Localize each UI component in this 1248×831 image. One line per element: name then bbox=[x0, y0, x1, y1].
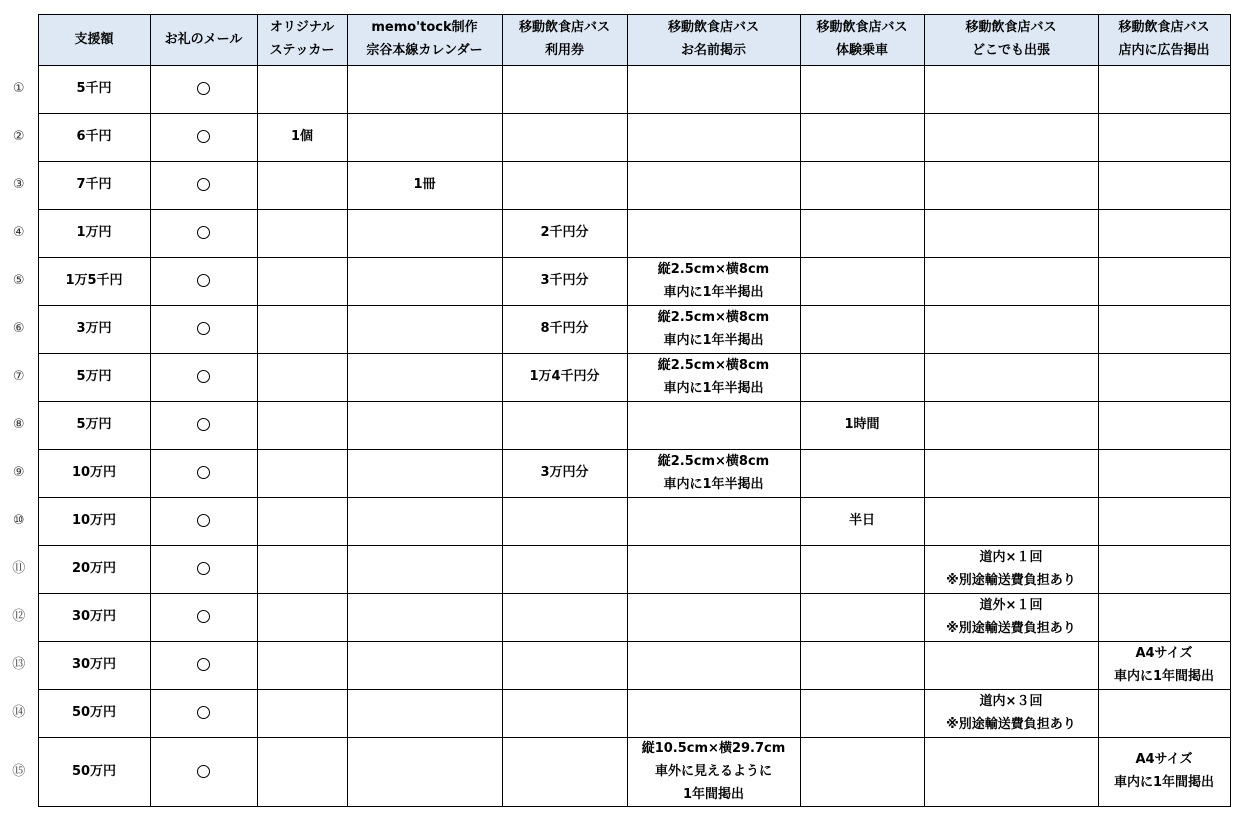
row-number: ② bbox=[12, 129, 25, 145]
ride-cell bbox=[800, 66, 924, 114]
row-number: ① bbox=[12, 81, 25, 97]
included-circle-icon bbox=[197, 322, 210, 335]
ride-cell bbox=[800, 690, 924, 738]
ticket-cell bbox=[502, 354, 627, 402]
column-header-line: 移動飲食店バス bbox=[667, 20, 759, 36]
trip-cell bbox=[924, 450, 1098, 498]
trip-cell bbox=[924, 210, 1098, 258]
included-circle-icon bbox=[197, 658, 210, 671]
included-circle-icon bbox=[197, 514, 210, 527]
support-amount-cell: 5千円 bbox=[38, 66, 150, 114]
ad-cell bbox=[1098, 66, 1230, 114]
calendar-cell bbox=[347, 450, 502, 498]
included-circle-icon bbox=[197, 466, 210, 479]
ad-cell bbox=[1098, 402, 1230, 450]
calendar-cell bbox=[347, 546, 502, 594]
cell-line: 8千円分 bbox=[540, 321, 589, 337]
trip-cell bbox=[924, 402, 1098, 450]
cell-line: 車内に1年間掲出 bbox=[1113, 775, 1215, 791]
ad-cell bbox=[1098, 738, 1230, 807]
name-cell bbox=[627, 306, 800, 354]
name-cell bbox=[627, 738, 800, 807]
column-header-line: 店内に広告掲出 bbox=[1118, 43, 1210, 58]
cell-line: 車内に1年半掲出 bbox=[663, 332, 764, 348]
calendar-cell bbox=[347, 162, 502, 210]
sticker-cell bbox=[257, 738, 347, 807]
table-row bbox=[0, 450, 1230, 498]
cell-line: 縦2.5cm×横8cm bbox=[657, 309, 770, 325]
row-number: ⑦ bbox=[12, 369, 25, 385]
cell-line: 道内×１回 bbox=[979, 549, 1043, 565]
column-header-line: ステッカー bbox=[269, 43, 335, 58]
row-number: ⑨ bbox=[12, 465, 25, 481]
support-amount-cell: 6千円 bbox=[38, 114, 150, 162]
calendar-cell bbox=[347, 738, 502, 807]
included-circle-icon bbox=[197, 610, 210, 623]
ticket-cell bbox=[502, 210, 627, 258]
cell-line: A4サイズ bbox=[1135, 645, 1193, 661]
ride-cell bbox=[800, 546, 924, 594]
support-amount-cell: 7千円 bbox=[38, 162, 150, 210]
table-row bbox=[0, 738, 1230, 807]
name-cell bbox=[627, 450, 800, 498]
ride-cell bbox=[800, 642, 924, 690]
trip-cell bbox=[924, 258, 1098, 306]
support-amount-cell: 30万円 bbox=[38, 594, 150, 642]
column-header-calendar bbox=[347, 15, 502, 66]
table-row bbox=[0, 546, 1230, 594]
support-amount-cell: 50万円 bbox=[38, 738, 150, 807]
trip-cell bbox=[924, 642, 1098, 690]
sticker-cell bbox=[257, 66, 347, 114]
cell-line: ※別途輸送費負担あり bbox=[946, 716, 1076, 732]
name-cell bbox=[627, 210, 800, 258]
cell-line: 車内に1年間掲出 bbox=[1113, 668, 1215, 684]
column-header-ticket bbox=[502, 15, 627, 66]
name-cell bbox=[627, 546, 800, 594]
ticket-cell bbox=[502, 258, 627, 306]
row-number: ⑪ bbox=[12, 561, 26, 577]
calendar-cell bbox=[347, 210, 502, 258]
row-number: ⑫ bbox=[12, 609, 26, 625]
ride-cell bbox=[800, 498, 924, 546]
column-header-trip bbox=[924, 15, 1098, 66]
cell-line: 2千円分 bbox=[540, 225, 589, 241]
thank-you-mail-cell bbox=[150, 162, 257, 210]
sticker-cell bbox=[257, 162, 347, 210]
trip-cell bbox=[924, 498, 1098, 546]
thank-you-mail-cell bbox=[150, 354, 257, 402]
ticket-cell bbox=[502, 450, 627, 498]
row-number: ③ bbox=[12, 177, 25, 193]
sticker-cell bbox=[257, 450, 347, 498]
thank-you-mail-cell bbox=[150, 258, 257, 306]
name-cell bbox=[627, 114, 800, 162]
ticket-cell bbox=[502, 546, 627, 594]
ride-cell bbox=[800, 738, 924, 807]
calendar-cell bbox=[347, 66, 502, 114]
support-amount-cell: 20万円 bbox=[38, 546, 150, 594]
calendar-cell bbox=[347, 642, 502, 690]
ad-cell bbox=[1098, 210, 1230, 258]
ad-cell bbox=[1098, 162, 1230, 210]
column-header-line: 利用券 bbox=[544, 43, 584, 58]
cell-line: 1万4千円分 bbox=[529, 369, 600, 385]
ticket-cell bbox=[502, 498, 627, 546]
column-header-ride bbox=[800, 15, 924, 66]
thank-you-mail-cell bbox=[150, 642, 257, 690]
table-body bbox=[0, 66, 1230, 807]
name-cell bbox=[627, 594, 800, 642]
row-number: ⑬ bbox=[12, 657, 26, 673]
cell-line: 道外×１回 bbox=[979, 597, 1043, 613]
sticker-cell bbox=[257, 642, 347, 690]
thank-you-mail-cell bbox=[150, 114, 257, 162]
ticket-cell bbox=[502, 402, 627, 450]
ride-cell bbox=[800, 258, 924, 306]
thank-you-mail-cell bbox=[150, 546, 257, 594]
sticker-cell bbox=[257, 306, 347, 354]
calendar-cell bbox=[347, 498, 502, 546]
cell-line: ※別途輸送費負担あり bbox=[946, 620, 1076, 636]
ad-cell bbox=[1098, 114, 1230, 162]
name-cell bbox=[627, 66, 800, 114]
thank-you-mail-cell bbox=[150, 306, 257, 354]
column-header-line: お礼のメール bbox=[164, 31, 243, 47]
column-header-line: 移動飲食店バス bbox=[816, 20, 908, 36]
included-circle-icon bbox=[197, 82, 210, 95]
ticket-cell bbox=[502, 114, 627, 162]
ticket-cell bbox=[502, 690, 627, 738]
thank-you-mail-cell bbox=[150, 690, 257, 738]
row-number: ⑭ bbox=[12, 705, 26, 721]
row-number: ⑥ bbox=[12, 321, 25, 337]
cell-line: 半日 bbox=[848, 513, 875, 529]
header-row bbox=[0, 15, 1230, 66]
trip-cell bbox=[924, 306, 1098, 354]
ticket-cell bbox=[502, 306, 627, 354]
column-header-line: 宗谷本線カレンダー bbox=[366, 43, 483, 58]
column-header-line: どこでも出張 bbox=[971, 43, 1050, 58]
ticket-cell bbox=[502, 594, 627, 642]
ride-cell bbox=[800, 114, 924, 162]
support-amount-cell: 5万円 bbox=[38, 354, 150, 402]
support-amount-cell: 3万円 bbox=[38, 306, 150, 354]
cell-line: 道内×３回 bbox=[979, 693, 1043, 709]
trip-cell bbox=[924, 690, 1098, 738]
cell-line: 縦10.5cm×横29.7cm bbox=[641, 741, 786, 756]
ride-cell bbox=[800, 162, 924, 210]
ad-cell bbox=[1098, 258, 1230, 306]
name-cell bbox=[627, 690, 800, 738]
sticker-cell bbox=[257, 210, 347, 258]
reward-table bbox=[0, 14, 1231, 807]
support-amount-cell: 10万円 bbox=[38, 450, 150, 498]
table-row bbox=[0, 66, 1230, 114]
ad-cell bbox=[1098, 354, 1230, 402]
calendar-cell bbox=[347, 594, 502, 642]
cell-line: 縦2.5cm×横8cm bbox=[657, 453, 770, 469]
name-cell bbox=[627, 498, 800, 546]
included-circle-icon bbox=[197, 706, 210, 719]
row-number: ⑤ bbox=[12, 273, 25, 289]
trip-cell bbox=[924, 66, 1098, 114]
calendar-cell bbox=[347, 690, 502, 738]
trip-cell bbox=[924, 738, 1098, 807]
calendar-cell bbox=[347, 354, 502, 402]
column-header-line: 移動飲食店バス bbox=[518, 20, 610, 36]
sticker-cell bbox=[257, 498, 347, 546]
column-header-line: お名前掲示 bbox=[680, 43, 746, 58]
trip-cell bbox=[924, 594, 1098, 642]
column-header-line: オリジナル bbox=[269, 20, 335, 36]
table-row bbox=[0, 210, 1230, 258]
column-header-ad bbox=[1098, 15, 1230, 66]
table-row bbox=[0, 258, 1230, 306]
sticker-cell bbox=[257, 258, 347, 306]
cell-line: ※別途輸送費負担あり bbox=[946, 572, 1076, 588]
row-number: ⑧ bbox=[12, 417, 25, 433]
included-circle-icon bbox=[197, 274, 210, 287]
cell-line: 3万円分 bbox=[540, 465, 589, 481]
sticker-cell bbox=[257, 402, 347, 450]
cell-line: A4サイズ bbox=[1135, 752, 1193, 768]
ride-cell bbox=[800, 354, 924, 402]
ad-cell bbox=[1098, 498, 1230, 546]
support-amount-cell: 5万円 bbox=[38, 402, 150, 450]
ad-cell bbox=[1098, 594, 1230, 642]
support-amount-cell: 50万円 bbox=[38, 690, 150, 738]
row-number: ⑮ bbox=[12, 763, 26, 779]
support-amount-cell: 10万円 bbox=[38, 498, 150, 546]
table-row bbox=[0, 642, 1230, 690]
column-header-sticker bbox=[257, 15, 347, 66]
column-header-line: 移動飲食店バス bbox=[1118, 20, 1210, 36]
cell-line: 1冊 bbox=[413, 177, 436, 193]
ticket-cell bbox=[502, 642, 627, 690]
name-cell bbox=[627, 642, 800, 690]
trip-cell bbox=[924, 114, 1098, 162]
ride-cell bbox=[800, 594, 924, 642]
name-cell bbox=[627, 162, 800, 210]
ad-cell bbox=[1098, 306, 1230, 354]
cell-line: 車内に1年半掲出 bbox=[663, 476, 764, 492]
cell-line: 1個 bbox=[290, 129, 314, 145]
calendar-cell bbox=[347, 402, 502, 450]
row-number: ④ bbox=[12, 225, 25, 241]
ticket-cell bbox=[502, 162, 627, 210]
sticker-cell bbox=[257, 114, 347, 162]
included-circle-icon bbox=[197, 765, 210, 778]
cell-line: 1年間掲出 bbox=[682, 786, 745, 802]
name-cell bbox=[627, 354, 800, 402]
included-circle-icon bbox=[197, 226, 210, 239]
cell-line: 車外に見えるように bbox=[654, 763, 772, 779]
support-amount-cell: 30万円 bbox=[38, 642, 150, 690]
included-circle-icon bbox=[197, 562, 210, 575]
thank-you-mail-cell bbox=[150, 450, 257, 498]
trip-cell bbox=[924, 162, 1098, 210]
cell-line: 1時間 bbox=[844, 417, 880, 433]
support-amount-cell: 1万5千円 bbox=[38, 258, 150, 306]
column-header-amount bbox=[38, 15, 150, 66]
ad-cell bbox=[1098, 450, 1230, 498]
table-row bbox=[0, 498, 1230, 546]
thank-you-mail-cell bbox=[150, 738, 257, 807]
sticker-cell bbox=[257, 546, 347, 594]
cell-line: 3千円分 bbox=[540, 273, 589, 289]
ticket-cell bbox=[502, 738, 627, 807]
ride-cell bbox=[800, 210, 924, 258]
reward-table-container bbox=[0, 14, 1231, 807]
cell-line: 縦2.5cm×横8cm bbox=[657, 261, 770, 277]
ride-cell bbox=[800, 402, 924, 450]
table-row bbox=[0, 594, 1230, 642]
trip-cell bbox=[924, 354, 1098, 402]
thank-you-mail-cell bbox=[150, 498, 257, 546]
sticker-cell bbox=[257, 594, 347, 642]
corner-cell bbox=[0, 15, 38, 66]
column-header-name bbox=[627, 15, 800, 66]
support-amount-cell: 1万円 bbox=[38, 210, 150, 258]
table-row bbox=[0, 690, 1230, 738]
table-row bbox=[0, 162, 1230, 210]
calendar-cell bbox=[347, 114, 502, 162]
included-circle-icon bbox=[197, 130, 210, 143]
column-header-line: 移動飲食店バス bbox=[965, 20, 1057, 36]
ad-cell bbox=[1098, 642, 1230, 690]
name-cell bbox=[627, 258, 800, 306]
calendar-cell bbox=[347, 258, 502, 306]
ad-cell bbox=[1098, 546, 1230, 594]
ride-cell bbox=[800, 450, 924, 498]
column-header-mail bbox=[150, 15, 257, 66]
cell-line: 縦2.5cm×横8cm bbox=[657, 357, 770, 373]
thank-you-mail-cell bbox=[150, 402, 257, 450]
table-row bbox=[0, 306, 1230, 354]
ad-cell bbox=[1098, 690, 1230, 738]
cell-line: 車内に1年半掲出 bbox=[663, 284, 764, 300]
thank-you-mail-cell bbox=[150, 210, 257, 258]
included-circle-icon bbox=[197, 418, 210, 431]
cell-line: 車内に1年半掲出 bbox=[663, 380, 764, 396]
table-row bbox=[0, 114, 1230, 162]
included-circle-icon bbox=[197, 178, 210, 191]
ticket-cell bbox=[502, 66, 627, 114]
table-row bbox=[0, 354, 1230, 402]
sticker-cell bbox=[257, 354, 347, 402]
column-header-line: memo'tock制作 bbox=[371, 20, 478, 36]
sticker-cell bbox=[257, 690, 347, 738]
included-circle-icon bbox=[197, 370, 210, 383]
calendar-cell bbox=[347, 306, 502, 354]
row-number: ⑩ bbox=[12, 513, 25, 529]
column-header-line: 支援額 bbox=[74, 31, 114, 47]
table-row bbox=[0, 402, 1230, 450]
name-cell bbox=[627, 402, 800, 450]
thank-you-mail-cell bbox=[150, 66, 257, 114]
trip-cell bbox=[924, 546, 1098, 594]
thank-you-mail-cell bbox=[150, 594, 257, 642]
ride-cell bbox=[800, 306, 924, 354]
column-header-line: 体験乗車 bbox=[835, 43, 888, 58]
